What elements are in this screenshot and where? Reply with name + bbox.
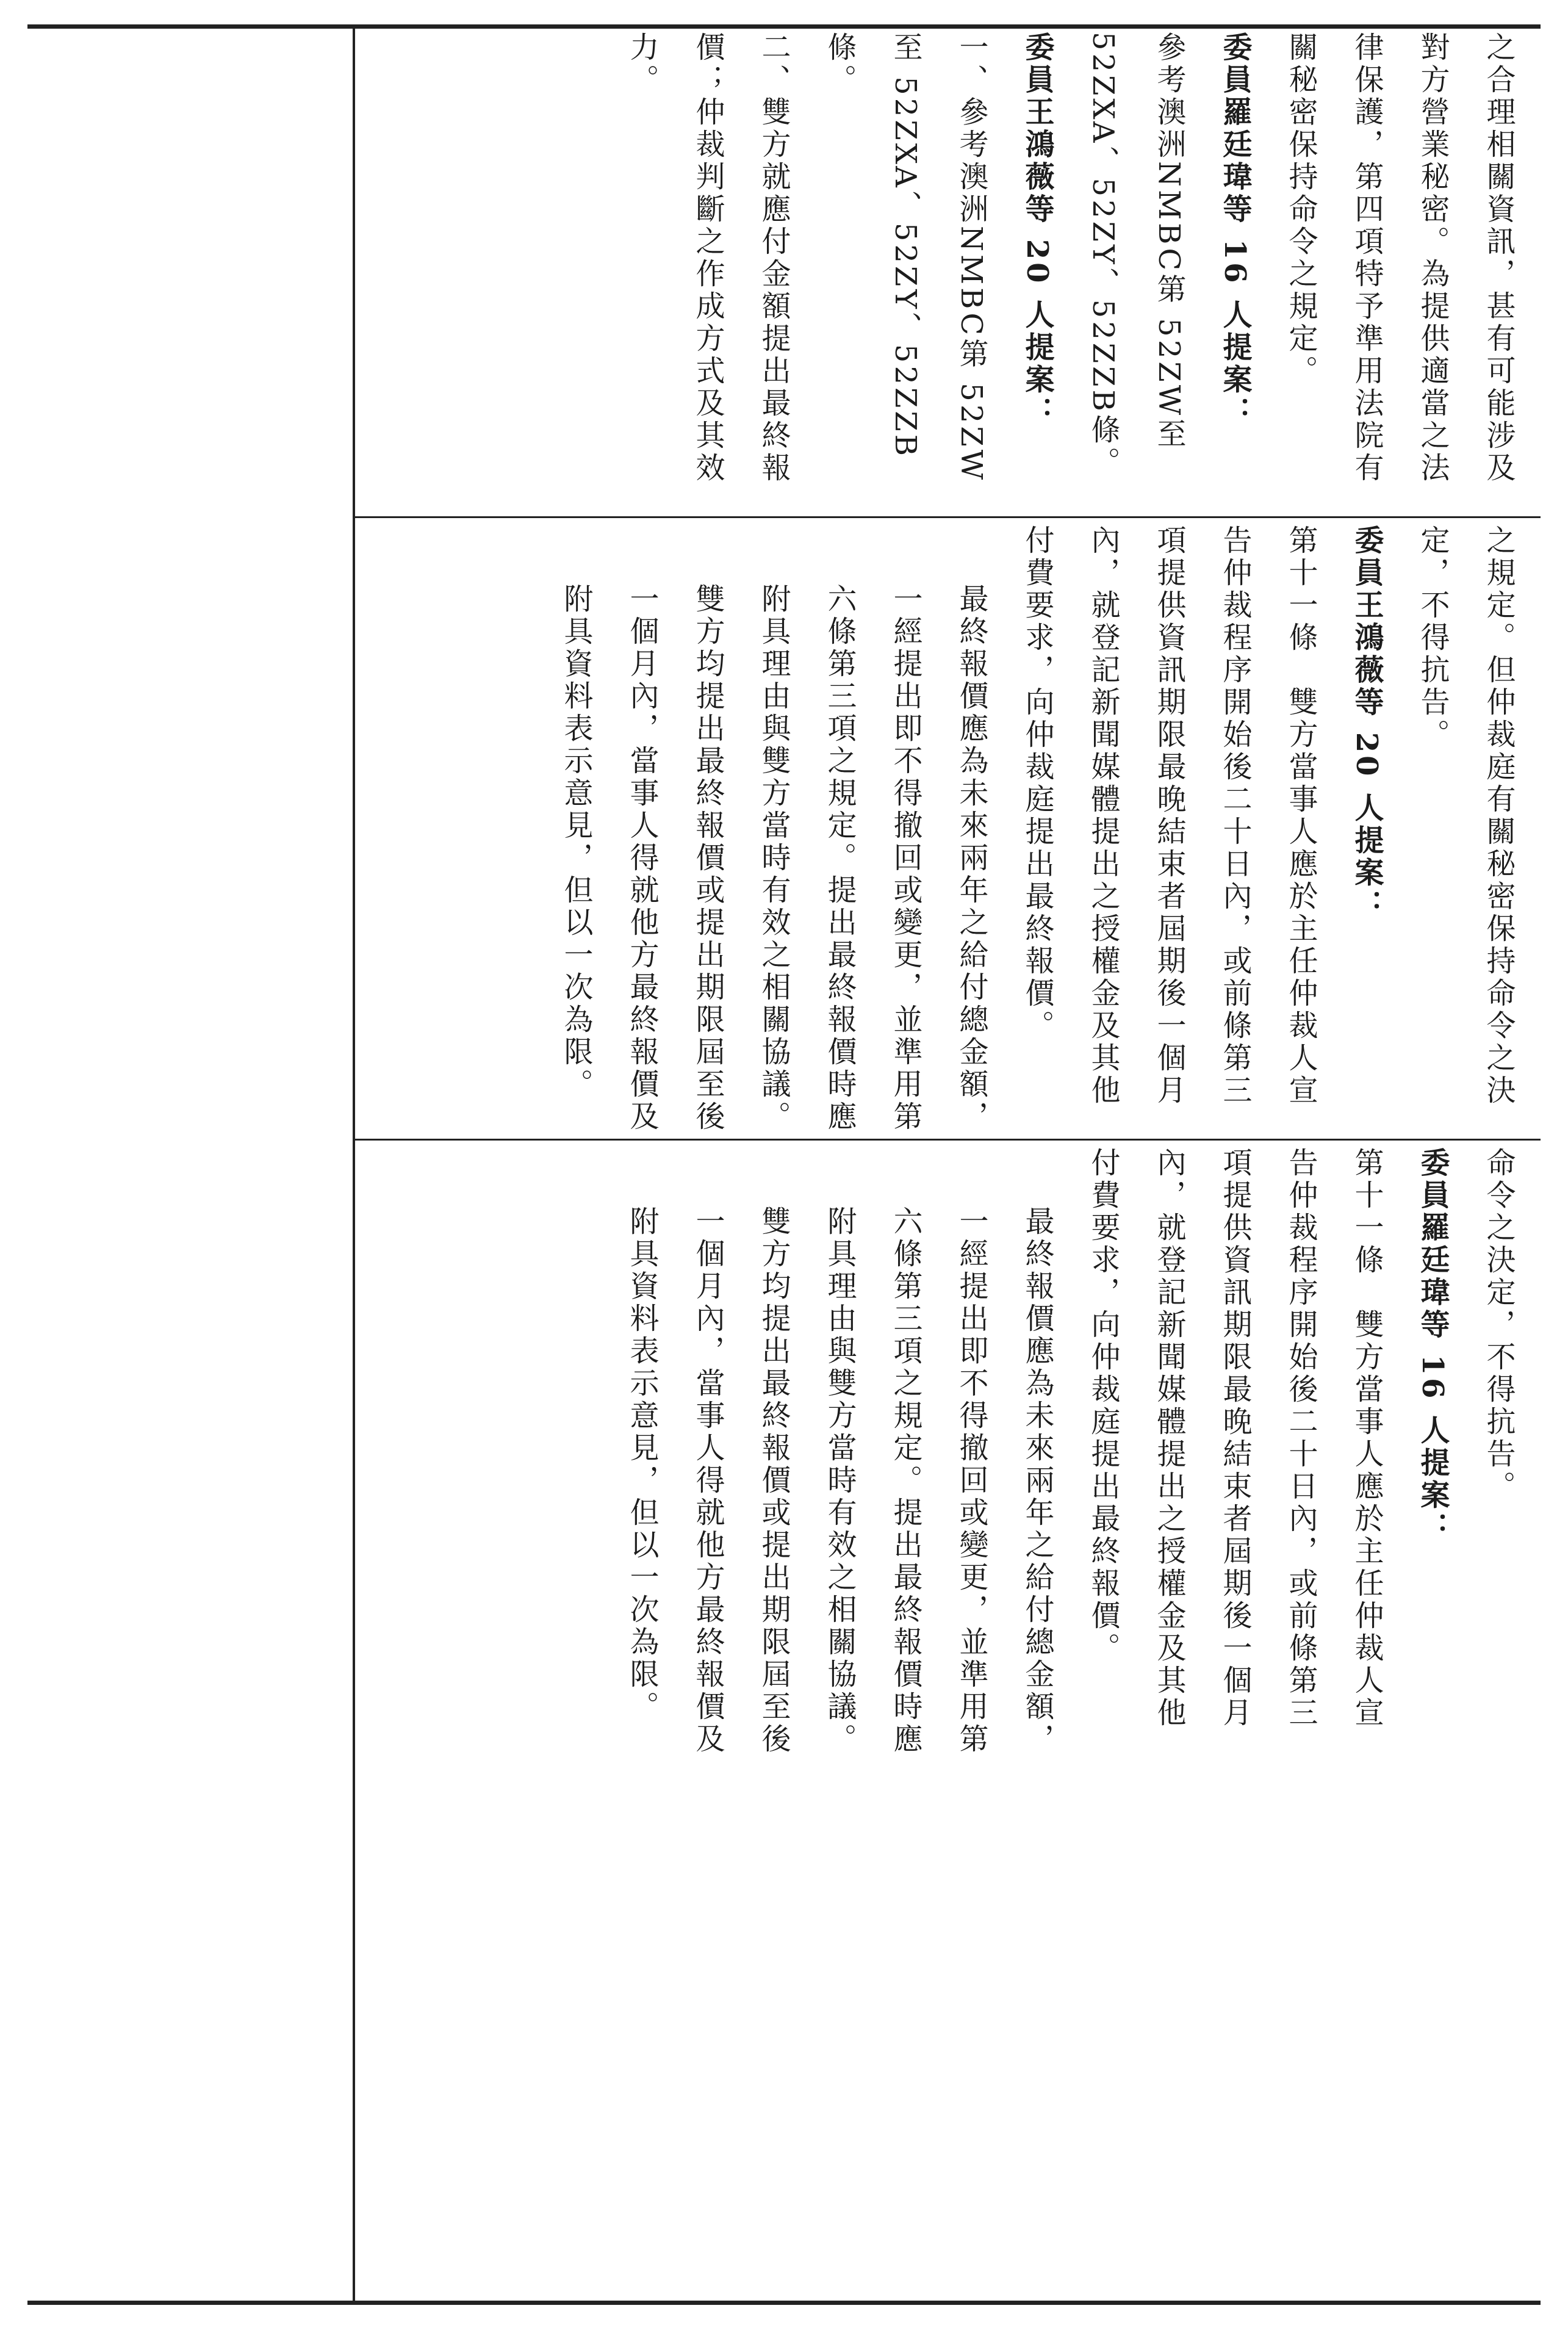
paragraph: 第十一條 雙方當事人應於主任仲裁人宣告仲裁程序開始後二十日內，或前條第三項提供資訊期限最晚結束者屆期後一個月內，就登記新聞媒體提出之授權金及其他付費要求，向仲裁庭提出最終報價。 [1086, 1147, 1384, 1729]
proposal-heading: 委員王鴻薇等 20 人提案： [1350, 525, 1384, 922]
paragraph: 命令之決定，不得抗告。 [1481, 1147, 1516, 1503]
row-divider [355, 516, 1541, 518]
proposal-heading: 委員羅廷瑋等 16 人提案： [1415, 1147, 1450, 1545]
paragraph: 雙方均提出最終報價或提出期限屆至後一個月內，當事人得就他方最終報價及附具資料表示意見，但以一次為限。 [625, 1206, 791, 1756]
row-divider [355, 1139, 1541, 1141]
paragraph: 之合理相關資訊，甚有可能涉及對方營業秘密。為提供適當之法律保護，第四項特予準用法院有關秘密保持命令之規定。 [1284, 32, 1516, 485]
paragraph: 一、參考澳洲NMBC第 52ZW至 52ZXA、52ZY、52ZZB條。 [822, 32, 988, 483]
table-bottom-rule [27, 2301, 1541, 2305]
table-top-rule [27, 24, 1541, 29]
table-header-divider [353, 29, 355, 2301]
paragraph: 最終報價應為未來兩年之給付總金額，一經提出即不得撤回或變更，並準用第六條第三項之規定。提出最終報價時應附具理由與雙方當時有效之相關協議。 [757, 583, 988, 1133]
table-cell-col-c [360, 1147, 1531, 1757]
paragraph: 二、雙方就應付金額提出最終報價；仲裁判斷之作成方式及其效力。 [625, 32, 791, 485]
proposal-heading: 委員王鴻薇等 20 人提案： [1020, 32, 1054, 429]
paragraph: 第十一條 雙方當事人應於主任仲裁人宣告仲裁程序開始後二十日內，或前條第三項提供資訊期限最晚結束者屆期後一個月內，就登記新聞媒體提出之授權金及其他付費要求，向仲裁庭提出最終報價。 [1020, 525, 1318, 1107]
paragraph: 最終報價應為未來兩年之給付總金額，一經提出即不得撤回或變更，並準用第六條第三項之規定。提出最終報價時應附具理由與雙方當時有效之相關協議。 [822, 1206, 1054, 1756]
paragraph: 之規定。但仲裁庭有關秘密保持命令之決定，不得抗告。 [1415, 525, 1516, 1107]
paragraph: 雙方均提出最終報價或提出期限屆至後一個月內，當事人得就他方最終報價及附具資料表示意見，但以一次為限。 [559, 583, 725, 1133]
table-cell-col-b [360, 525, 1531, 1135]
paragraph: 參考澳洲NMBC第 52ZW至 52ZXA、52ZY、52ZZB條。 [1086, 32, 1186, 479]
table-cell-col-a [360, 32, 1531, 514]
proposal-heading: 委員羅廷瑋等 16 人提案： [1218, 32, 1252, 429]
